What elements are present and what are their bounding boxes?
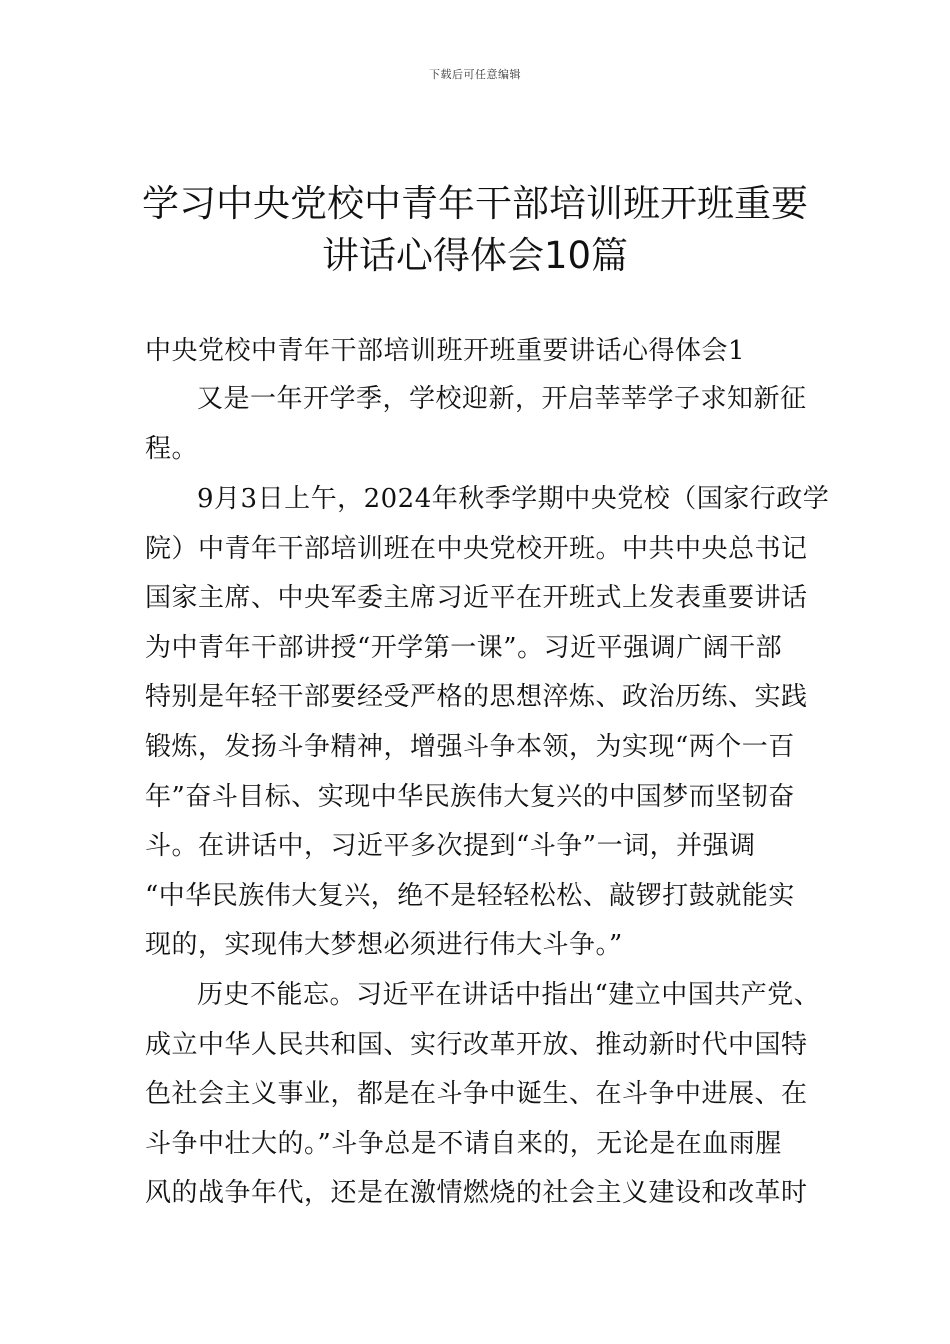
title-line-2: 讲话心得体会10篇 <box>321 234 629 277</box>
paragraph-line: 程。 <box>145 433 199 464</box>
paragraph-line: 锻炼，发扬斗争精神，增强斗争本领，为实现“两个一百 <box>145 731 795 762</box>
paragraph-line: 色社会主义事业，都是在斗争中诞生、在斗争中进展、在 <box>145 1079 808 1110</box>
paragraph-line: 斗争中壮大的。”斗争总是不请自来的，无论是在血雨腥 <box>145 1128 782 1159</box>
paragraph-line: 风的战争年代，还是在激情燃烧的社会主义建设和改革时 <box>145 1178 808 1209</box>
paragraph-line: 国家主席、中央军委主席习近平在开班式上发表重要讲话 <box>145 583 808 614</box>
paragraph-line: 院）中青年干部培训班在中央党校开班。中共中央总书记 <box>145 533 808 564</box>
paragraph-line: “中华民族伟大复兴，绝不是轻轻松松、敲锣打鼓就能实 <box>145 880 795 911</box>
paragraph-line: 为中青年干部讲授“开学第一课”。习近平强调广阔干部 <box>145 632 783 663</box>
title-line-1: 学习中央党校中青年干部培训班开班重要 <box>142 182 808 225</box>
paragraph-line: 又是一年开学季，学校迎新，开启莘莘学子求知新征 <box>197 384 807 414</box>
paragraph-2 <box>145 475 830 971</box>
paragraph-line: 9月3日上午，2024年秋季学期中央党校（国家行政学 <box>197 484 830 514</box>
paragraph-line: 现的，实现伟大梦想必须进行伟大斗争。” <box>145 930 623 961</box>
section-heading: 中央党校中青年干部培训班开班重要讲话心得体会1 <box>145 336 746 366</box>
paragraph-line: 历史不能忘。习近平在讲话中指出“建立中国共产党、 <box>197 980 821 1010</box>
header-note: 下载后可任意编辑 <box>429 68 521 81</box>
paragraph-line: 成立中华人民共和国、实行改革开放、推动新时代中国特 <box>145 1029 808 1060</box>
paragraph-3 <box>145 971 821 1219</box>
paragraph-line: 斗。在讲话中，习近平多次提到“斗争”一词，并强调 <box>145 831 756 862</box>
paragraph-1 <box>145 375 815 474</box>
paragraph-line: 年”奋斗目标、实现中华民族伟大复兴的中国梦而坚韧奋 <box>145 781 795 812</box>
document-title <box>120 178 830 282</box>
paragraph-line: 特别是年轻干部要经受严格的思想淬炼、政治历练、实践 <box>145 682 808 713</box>
